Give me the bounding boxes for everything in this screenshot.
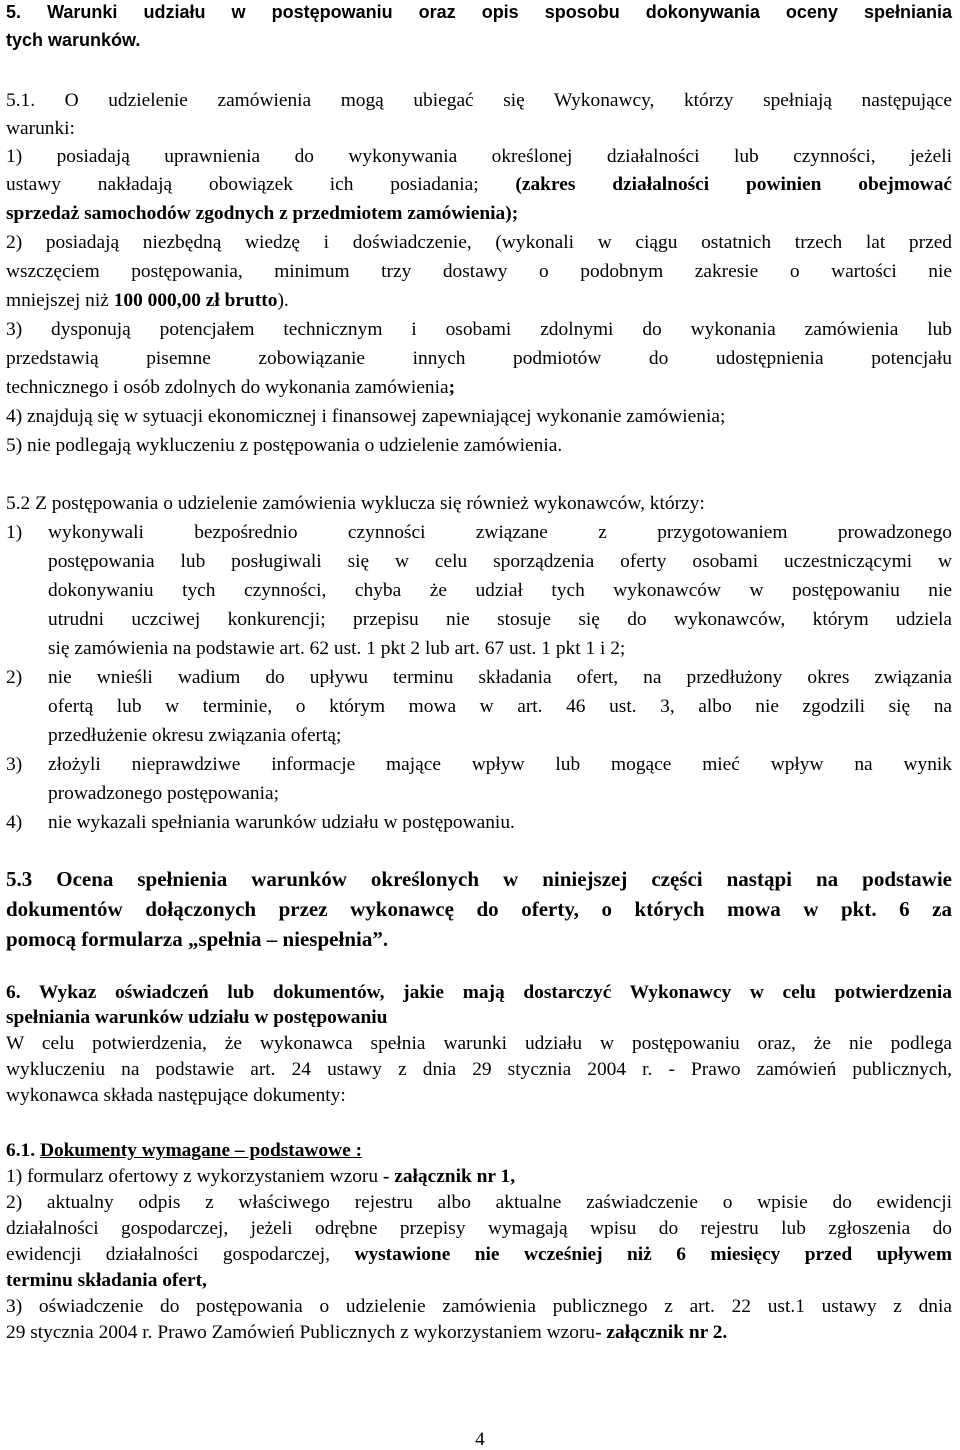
p61-item-2-line-3 [6,1245,952,1264]
p61-item-1-text: 1) formularz ofertowy z wykorzystaniem wzoru [6,1166,383,1187]
p61-item-2-line-3-bold: wystawione nie wcześniej niż 6 miesięcy przed upływem [354,1244,953,1265]
p52-item-2-number: 2) [6,667,23,688]
p52-item-2-line-1: nie wnieśli wadium do upływu terminu składania ofert, na przedłużony okres związania [48,667,952,688]
p52-item-2-line-3: przedłużenie okresu związania ofertą; [48,725,342,746]
p52-intro: 5.2 Z postępowania o udzielenie zamówienia wyklucza się również wykonawców, którzy: [6,493,705,514]
p52-item-3-number: 3) [6,754,23,775]
s6-intro-line-2: wykluczeniu na podstawie art. 24 ustawy z dnia 29 stycznia 2004 r. - Prawo zamówień publicznych, [6,1059,952,1080]
p52-item-4-line-1: nie wykazali spełniania warunków udziału w postępowaniu. [48,812,515,833]
section-6-heading-line-2: spełniania warunków udziału w postępowaniu [6,1007,388,1028]
p51-line-6: 2) posiadają niezbędną wiedzę i doświadczenie, (wykonali w ciągu ostatnich trzech lat przed [6,232,952,253]
p51-line-10: przedstawią pisemne zobowiązanie innych podmiotów do udostępnienia potencjału [6,348,952,369]
p61-item-3-line-2-text: 29 stycznia 2004 r. Prawo Zamówień Publicznych z wykorzystaniem wzoru [6,1322,596,1343]
p51-line-5: sprzedaż samochodów zgodnych z przedmiotem zamówienia); [6,203,519,224]
p61-item-3-line-2 [6,1323,727,1342]
p61-item-2-line-2: działalności gospodarczej, jeżeli odrębne przepisy wymagają wpisu do rejestru lub zgłoszenia do [6,1218,952,1239]
section-5-heading-line-2: tych warunków. [6,30,141,50]
p51-line-8-end: ). [277,290,289,311]
p51-line-4-bold: (zakres działalności powinien obejmować [515,174,952,195]
p51-line-11 [6,378,455,397]
p61-heading [6,1141,362,1160]
p51-line-1: 5.1. O udzielenie zamówienia mogą ubiegać się Wykonawcy, którzy spełniają następujące [6,90,952,111]
p52-item-1-line-3: dokonywaniu tych czynności, chyba że udział tych wykonawców w postępowaniu nie [48,580,952,601]
s6-intro-line-1: W celu potwierdzenia, że wykonawca spełnia warunki udziału w postępowaniu oraz, że nie podlega [6,1033,952,1054]
p51-line-8 [6,291,289,310]
p51-line-12: 4) znajdują się w sytuacji ekonomicznej i finansowej zapewniającej wykonanie zamówienia; [6,406,726,427]
p61-item-1-attachment: - załącznik nr 1, [382,1166,516,1187]
page-number: 4 [475,1429,485,1450]
amount-bold: 100 000,00 zł brutto [113,290,278,311]
s6-intro-line-3: wykonawca składa następujące dokumenty: [6,1085,346,1106]
p51-line-13: 5) nie podlegają wykluczeniu z postępowania o udzielenie zamówienia. [6,435,563,456]
p53-line-2: dokumentów dołączonych przez wykonawcę do oferty, o których mowa w pkt. 6 za [6,897,952,921]
p61-item-3-line-1: 3) oświadczenie do postępowania o udzielenie zamówienia publicznego z art. 22 ust.1 ustawy z dnia [6,1296,952,1317]
p52-item-4-number: 4) [6,812,23,833]
p52-item-1-line-4: utrudni uczciwej konkurencji; przepisu nie stosuje się do wykonawców, którym udziela [48,609,952,630]
p53-line-3: pomocą formularza „spełnia – niespełnia”. [6,927,389,951]
p51-line-2: warunki: [6,118,75,139]
p51-line-8-text: mniejszej niż [6,290,114,311]
p61-item-2-line-1: 2) aktualny odpis z właściwego rejestru albo aktualne zaświadczenie o wpisie do ewidencji [6,1192,952,1213]
section-6-heading-line-1: 6. Wykaz oświadczeń lub dokumentów, jakie mają dostarczyć Wykonawcy w celu potwierdzenia [6,982,952,1003]
p51-line-4-text: ustawy nakładają obowiązek ich posiadania; [6,174,516,195]
p61-item-2-line-4: terminu składania ofert, [6,1270,207,1291]
p51-line-7: wszczęciem postępowania, minimum trzy dostawy o podobnym zakresie o wartości nie [6,261,952,282]
p52-item-1-line-1: wykonywali bezpośrednio czynności związane z przygotowaniem prowadzonego [48,522,952,543]
p61-heading-number: 6.1. [6,1140,40,1161]
section-5-heading-line-1: 5. Warunki udziału w postępowaniu oraz opis sposobu dokonywania oceny spełniania [6,2,952,22]
p51-line-9: 3) dysponują potencjałem technicznym i osobami zdolnymi do wykonania zamówienia lub [6,319,952,340]
p61-heading-title: Dokumenty wymagane – podstawowe : [39,1140,363,1161]
p52-item-1-number: 1) [6,522,23,543]
p52-item-1-line-2: postępowania lub posługiwali się w celu sporządzenia oferty osobami uczestniczącymi w [48,551,952,572]
p61-item-3-attachment: - załącznik nr 2. [595,1322,728,1343]
p51-line-11-semicolon: ; [448,377,456,398]
p51-line-11-text: technicznego i osób zdolnych do wykonania zamówienia [6,377,449,398]
p61-item-2-line-3-text: ewidencji działalności gospodarczej, [6,1244,355,1265]
p52-item-2-line-2: ofertą lub w terminie, o którym mowa w art. 46 ust. 3, albo nie zgodzili się na [48,696,952,717]
p53-line-1: 5.3 Ocena spełnienia warunków określonych w niniejszej części nastąpi na podstawie [6,867,952,891]
p52-item-1-line-5: się zamówienia na podstawie art. 62 ust. 1 pkt 2 lub art. 67 ust. 1 pkt 1 i 2; [48,638,626,659]
p51-line-3: 1) posiadają uprawnienia do wykonywania określonej działalności lub czynności, jeżeli [6,146,952,167]
p52-item-3-line-2: prowadzonego postępowania; [48,783,280,804]
p52-item-3-line-1: złożyli nieprawdziwe informacje mające wpływ lub mogące mieć wpływ na wynik [48,754,952,775]
p61-item-1 [6,1167,515,1186]
p51-line-4 [6,175,952,194]
